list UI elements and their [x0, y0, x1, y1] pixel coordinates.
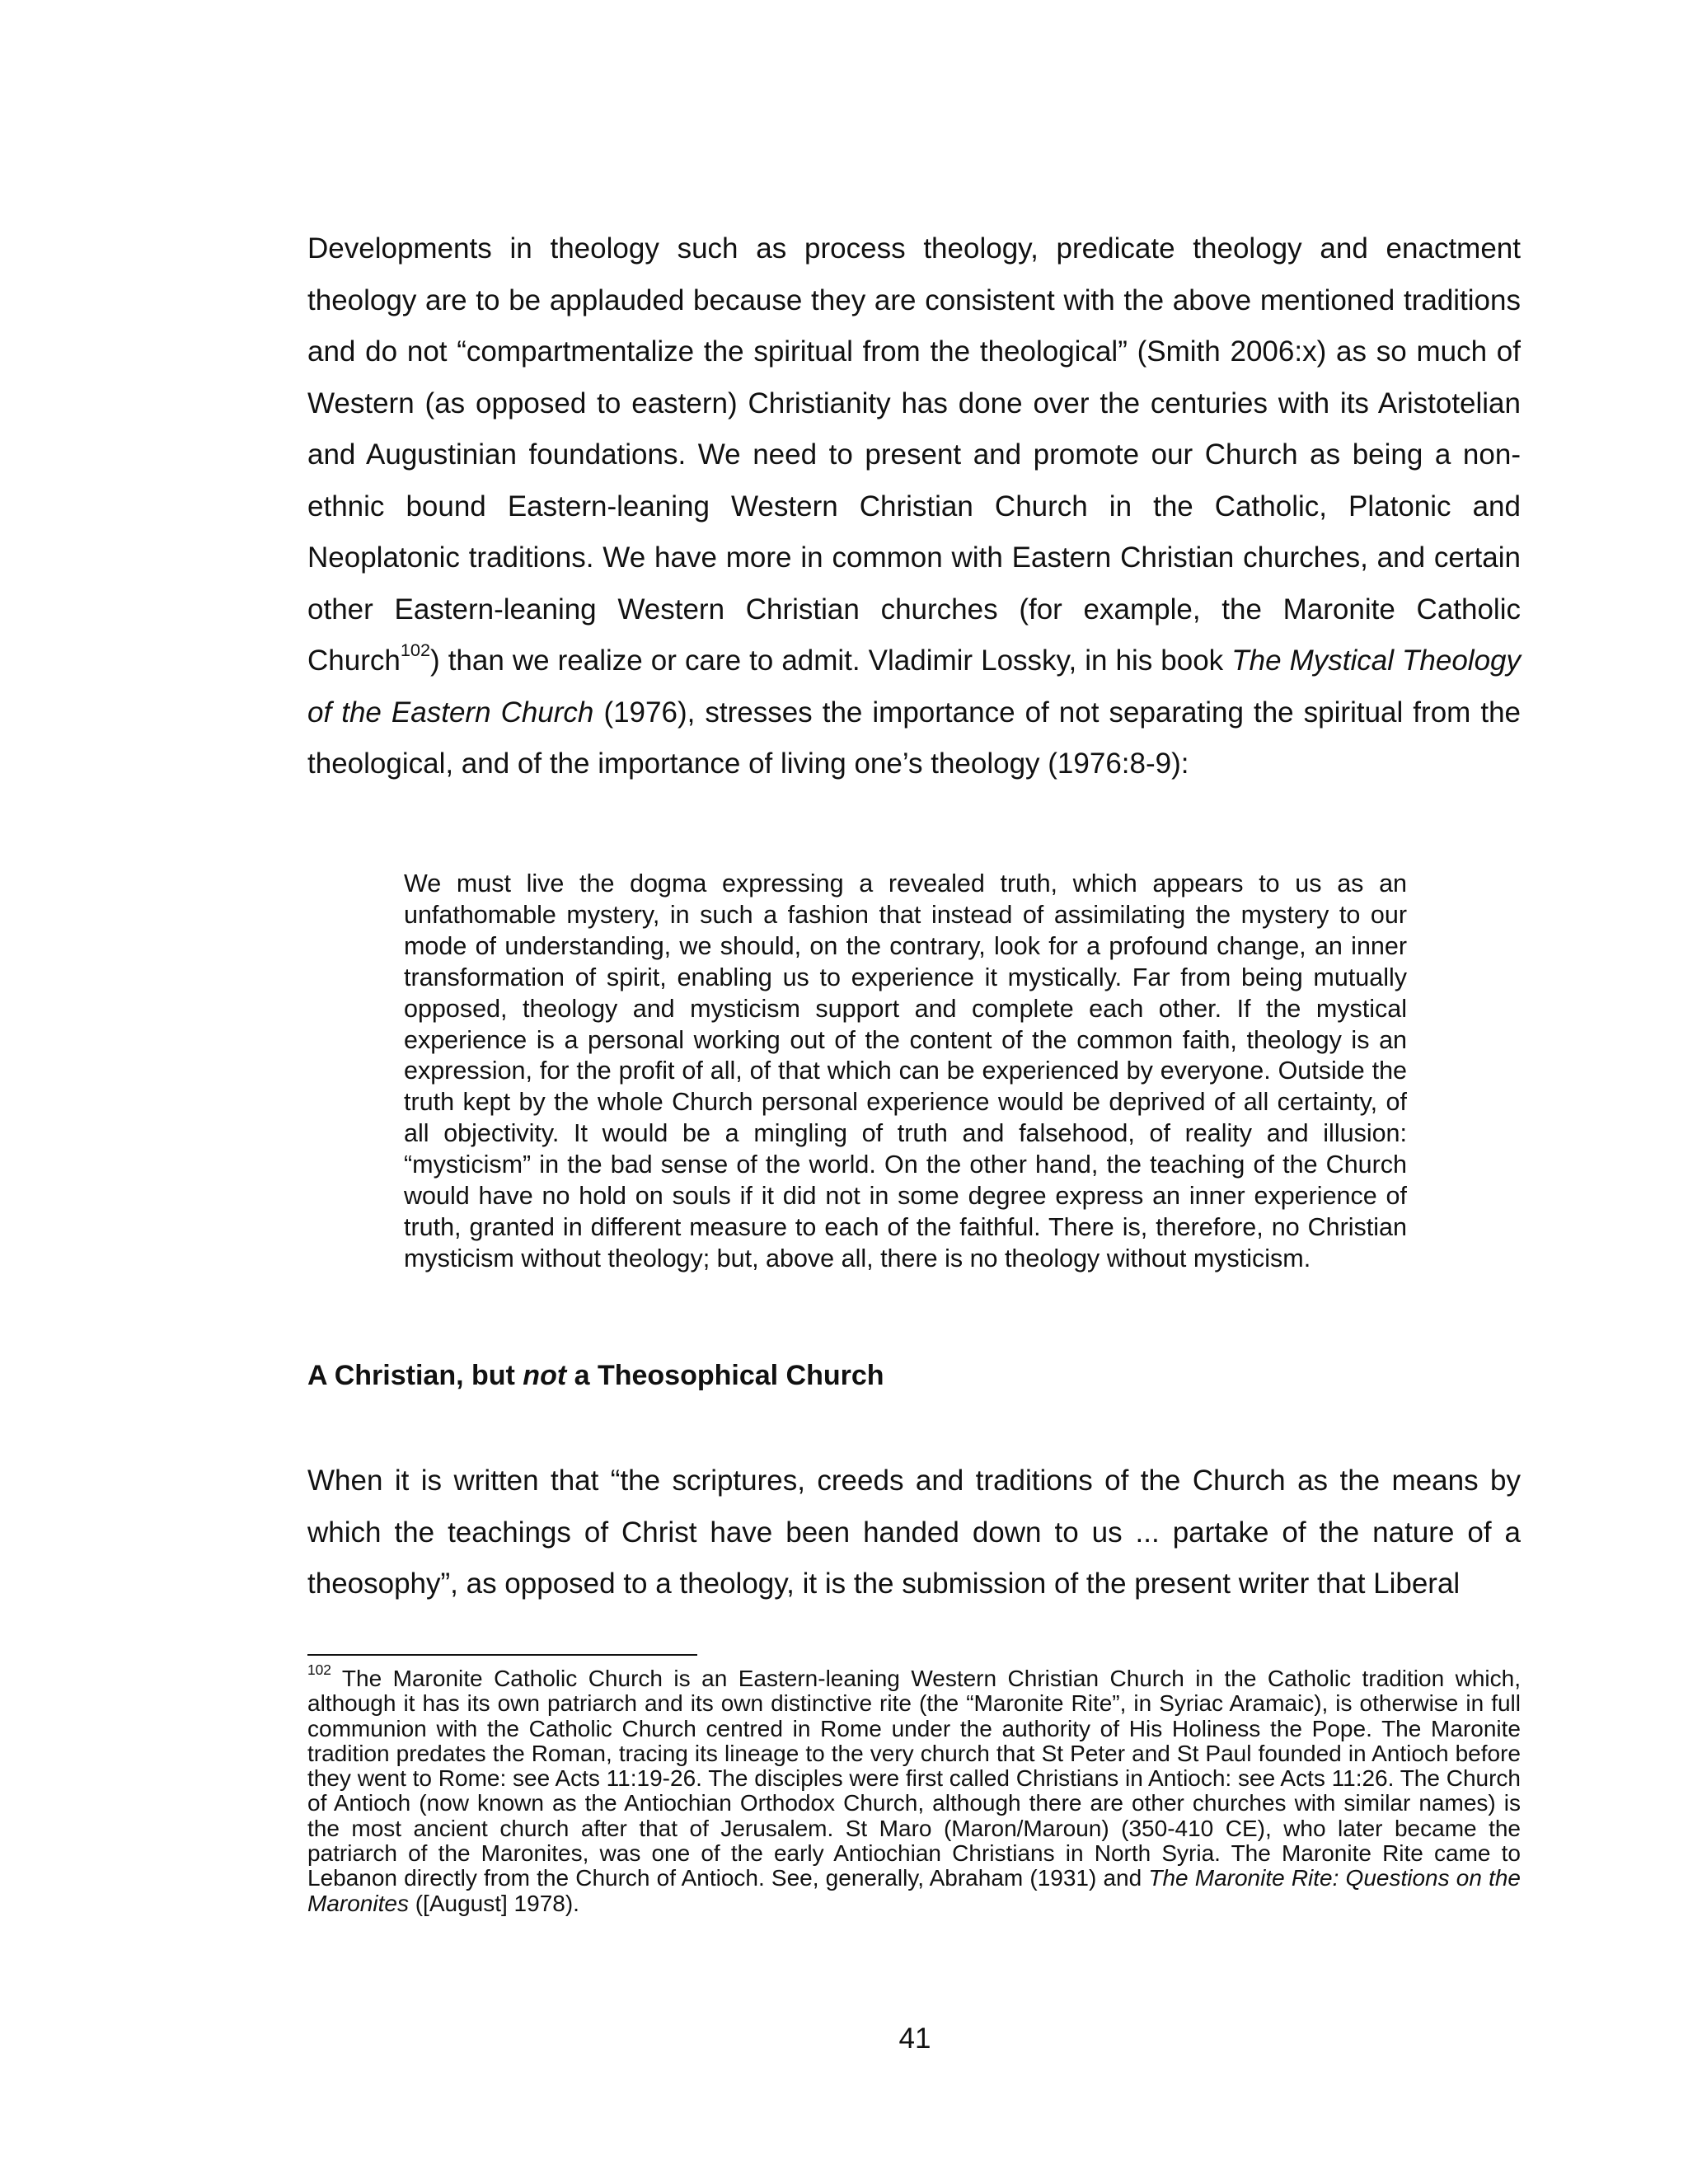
footnote-reference[interactable]: 102 [400, 640, 431, 661]
footnote-separator [307, 1654, 697, 1656]
heading-before: A Christian, but [307, 1360, 523, 1391]
heading-after: a Theosophical Church [566, 1360, 884, 1391]
body-paragraph-2: When it is written that “the scriptures, creeds and traditions of the Church as the means by which the teachings of Christ have been handed down to us ... partake of the nature of a theosophy”, as opposed to a theology, it is the submission of the present writer that Liberal [307, 1465, 1521, 1600]
para1-text-c: (1976), stresses the importance of not separating the spiritual from the theological, and of the importance of living one’s theology (1976:8-9): [307, 696, 1521, 780]
para1-text-b: ) than we realize or care to admit. Vladimir Lossky, in his book [430, 644, 1232, 677]
section-heading [307, 1357, 884, 1394]
heading-emphasis: not [523, 1360, 567, 1391]
page-number: 41 [898, 2022, 931, 2055]
footnote-number: 102 [307, 1661, 331, 1679]
body-paragraph-1 [307, 223, 1521, 790]
footnote-text-a: The Maronite Catholic Church is an Eastern-leaning Western Christian Church in the Catholic tradition which, although it has its own patriarch and its own distinctive rite (the “Maronite Rite”, in Syriac Aramaic), is otherwise in full communion with the Catholic Church centred in Rome under the authority of His Holiness the Pope. The Maronite tradition predates the Roman, tracing its lineage to the very church that St Peter and St Paul founded in Antioch before they went to Rome: see Acts 11:19-26. The disciples were first called Christians in Antioch: see Acts 11:26. The Church of Antioch (now known as the Antiochian Orthodox Church, although there are other churches with similar names) is the most ancient church after that of Jerusalem. St Maro (Maron/Maroun) (350-410 CE), who later became the patriarch of the Maronites, was one of the early Antiochian Christians in North Syria. The Maronite Rite came to Lebanon directly from the Church of Antioch. See, generally, Abraham (1931) and [307, 1666, 1521, 1891]
block-quote: We must live the dogma expressing a revealed truth, which appears to us as an unfathomable mystery, in such a fashion that instead of assimilating the mystery to our mode of understanding, we should, on the contrary, look for a profound change, an inner transformation of spirit, enabling us to experience it mystically. Far from being mutually opposed, theology and mysticism support and complete each other. If the mystical experience is a personal working out of the content of the common faith, theology is an expression, for the profit of all, of that which can be experienced by everyone. Outside the truth kept by the whole Church personal experience would be deprived of all certainty, of all objectivity. It would be a mingling of truth and falsehood, of reality and illusion: “mysticism” in the bad sense of the world. On the other hand, the teaching of the Church would have no hold on souls if it did not in some degree express an inner experience of truth, granted in different measure to each of the faithful. There is, therefore, no Christian mysticism without theology; but, above all, there is no theology without mysticism. [404, 869, 1407, 1272]
book-title: The Mystical Theology of the Eastern Church [307, 644, 1522, 729]
footnote-work-title: The Maronite Rite: Questions on the Maronites [307, 1865, 1521, 1916]
para1-text-a: Developments in theology such as process theology, predicate theology and enactment theology are to be applauded because they are consistent with the above mentioned traditions and do not “compartmentalize the spiritual from the theological” (Smith 2006:x) as so much of Western (as opposed to eastern) Christianity has done over the centuries with its Aristotelian and Augustinian foundations. We need to present and promote our Church as being a non-ethnic bound Eastern-leaning Western Christian Church in the Catholic, Platonic and Neoplatonic traditions. We have more in common with Eastern Christian churches, and certain other Eastern-leaning Western Christian churches (for example, the Maronite Catholic Church [307, 232, 1521, 677]
footnote-text-b: ([August] 1978). [408, 1890, 579, 1916]
footnote [307, 1661, 1521, 1916]
